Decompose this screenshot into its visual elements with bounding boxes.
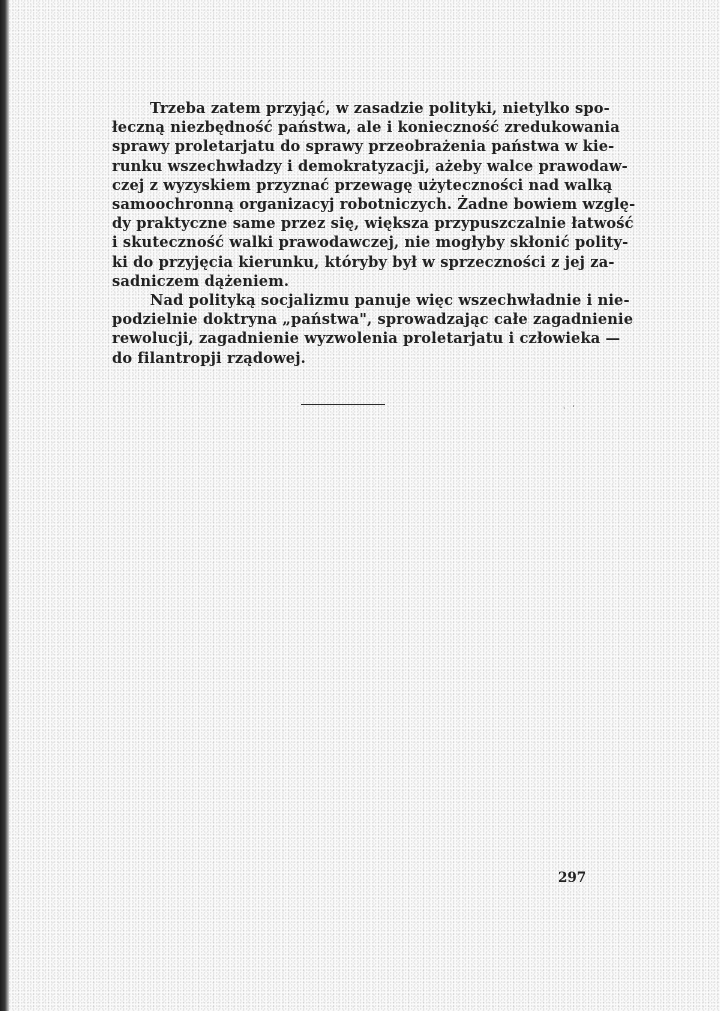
text-line: rewolucji, zagadnienie wyzwolenia proletarjatu i człowieka — xyxy=(112,330,621,348)
text-line: sprawy proletarjatu do sprawy przeobrażenia państwa w kie- xyxy=(112,138,615,156)
text-line: i skuteczność walki prawodawczej, nie mogłyby skłonić polity- xyxy=(112,234,629,252)
paragraph-2 xyxy=(112,291,634,368)
text-line: Nad polityką socjalizmu panuje więc wszechwładnie i nie- xyxy=(150,292,630,310)
paragraph-1 xyxy=(112,99,636,291)
text-line: sadniczem dążeniem. xyxy=(112,272,290,290)
scan-speck-mark: · ‘ xyxy=(563,404,577,413)
text-line: dy praktyczne same przez się, większa przypuszczalnie łatwość xyxy=(112,215,634,233)
text-line: samoochronną organizacyj robotniczych. Żadne bowiem wzglę- xyxy=(112,196,636,214)
text-line: do filantropji rządowej. xyxy=(112,349,306,367)
text-line: ki do przyjęcia kierunku, któryby był w sprzeczności z jej za- xyxy=(112,253,615,271)
text-line: podzielnie doktryna „państwa", sprowadzając całe zagadnienie xyxy=(112,311,634,329)
text-line: runku wszechwładzy i demokratyzacji, ażeby walce prawodaw- xyxy=(112,157,628,175)
text-line: łeczną niezbędność państwa, ale i konieczność zredukowania xyxy=(112,119,620,137)
page-number: 297 xyxy=(558,870,587,886)
book-binding-edge xyxy=(0,0,9,1011)
text-line: czej z wyzyskiem przyznać przewagę użyteczności nad walką xyxy=(112,176,613,194)
text-line: Trzeba zatem przyjąć, w zasadzie polityki, nietylko spo- xyxy=(150,100,610,117)
body-text xyxy=(112,99,636,368)
section-separator-rule xyxy=(301,404,385,405)
